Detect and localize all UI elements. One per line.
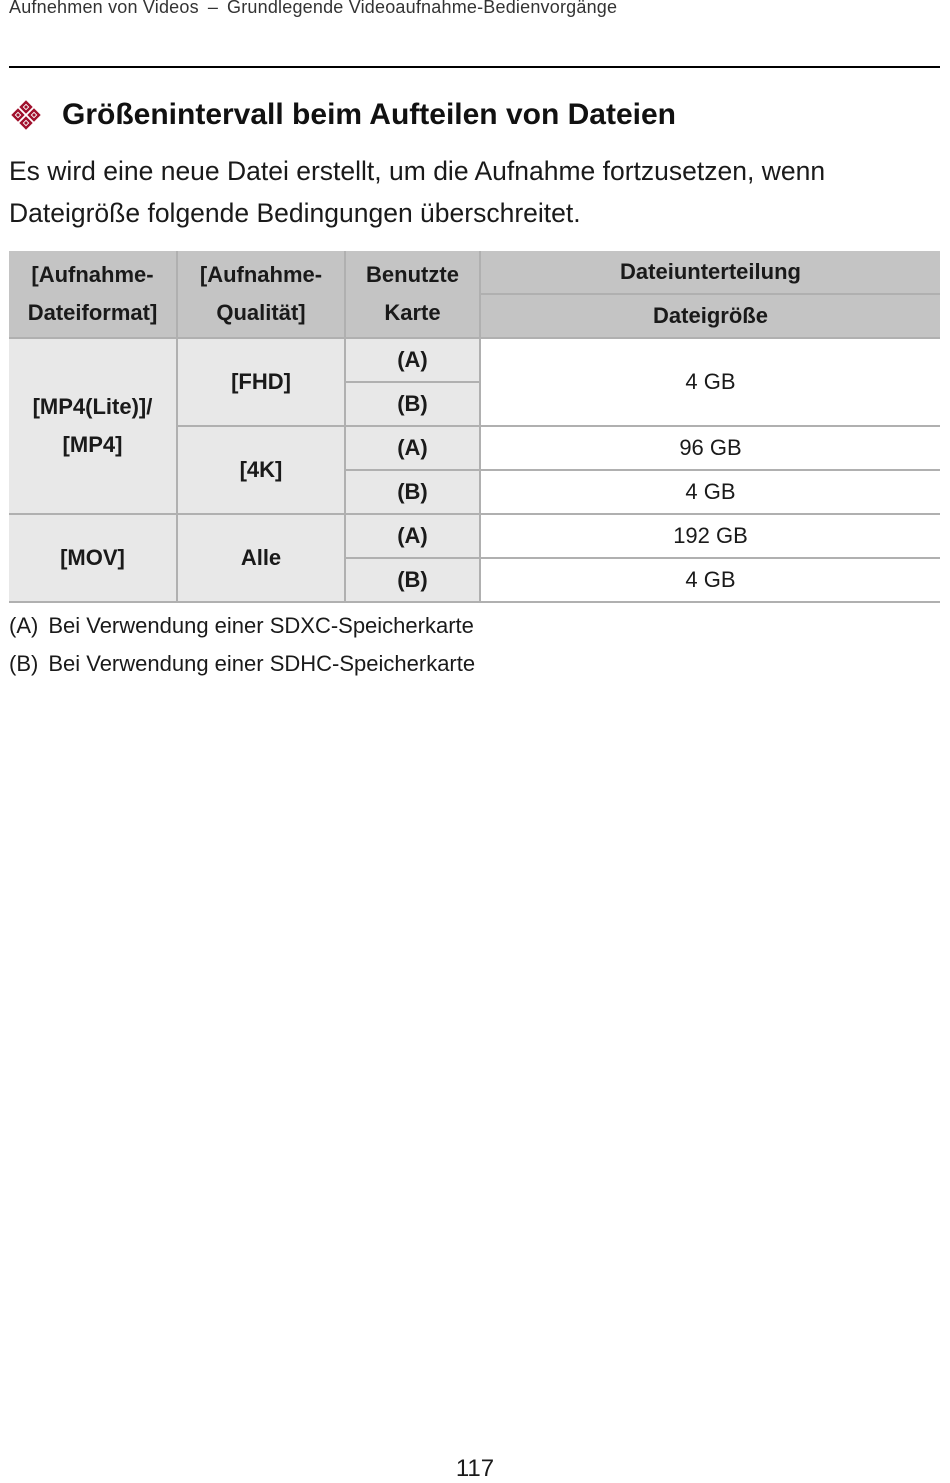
file-split-table xyxy=(9,251,940,603)
size-cell: 192 GB xyxy=(480,514,940,558)
page-number: 117 xyxy=(455,1455,495,1482)
breadcrumb-section: Grundlegende Videoaufnahme-Bedienvorgänge xyxy=(227,0,618,17)
card-cell: (B) xyxy=(345,470,480,514)
card-cell: (B) xyxy=(345,558,480,602)
intro-line: Es wird eine neue Datei erstellt, um die Aufnahme fortzusetzen, wenn xyxy=(9,156,826,186)
diamond-cluster-icon xyxy=(10,99,42,131)
table-row xyxy=(9,514,940,558)
header-recording-quality: [Aufnahme- Qualität] xyxy=(177,251,345,338)
format-cell: [MOV] xyxy=(9,514,177,602)
table-row xyxy=(9,338,940,382)
section-heading xyxy=(10,98,676,132)
section-title: Größenintervall beim Aufteilen von Dateien xyxy=(62,98,677,131)
breadcrumb-chapter: Aufnehmen von Videos xyxy=(9,0,199,17)
footnote-text: Bei Verwendung einer SDXC-Speicherkarte xyxy=(48,613,474,638)
card-cell: (A) xyxy=(345,338,480,382)
intro-paragraph xyxy=(9,150,929,234)
footnotes xyxy=(9,610,475,686)
header-recording-format: [Aufnahme- Dateiformat] xyxy=(9,251,177,338)
intro-line: Dateigröße folgende Bedingungen überschreitet. xyxy=(9,198,581,228)
quality-cell: Alle xyxy=(177,514,345,602)
breadcrumb-separator: – xyxy=(207,0,219,17)
footnote xyxy=(9,610,475,648)
footnote-mark: (A) xyxy=(9,613,39,638)
size-cell: 96 GB xyxy=(480,426,940,470)
card-cell: (A) xyxy=(345,426,480,470)
header-file-split: Dateiunterteilung xyxy=(480,251,940,294)
size-cell: 4 GB xyxy=(480,470,940,514)
footnote-mark: (B) xyxy=(9,651,39,676)
quality-cell: [FHD] xyxy=(177,338,345,426)
size-cell: 4 GB xyxy=(480,338,940,426)
format-cell: [MP4(Lite)]/ [MP4] xyxy=(9,338,177,514)
footnote xyxy=(9,648,475,686)
breadcrumb xyxy=(9,0,617,18)
header-file-size: Dateigröße xyxy=(480,294,940,338)
header-divider xyxy=(9,66,940,68)
header-used-card: Benutzte Karte xyxy=(345,251,480,338)
card-cell: (A) xyxy=(345,514,480,558)
size-cell: 4 GB xyxy=(480,558,940,602)
footnote-text: Bei Verwendung einer SDHC-Speicherkarte xyxy=(48,651,476,676)
quality-cell: [4K] xyxy=(177,426,345,514)
card-cell: (B) xyxy=(345,382,480,426)
